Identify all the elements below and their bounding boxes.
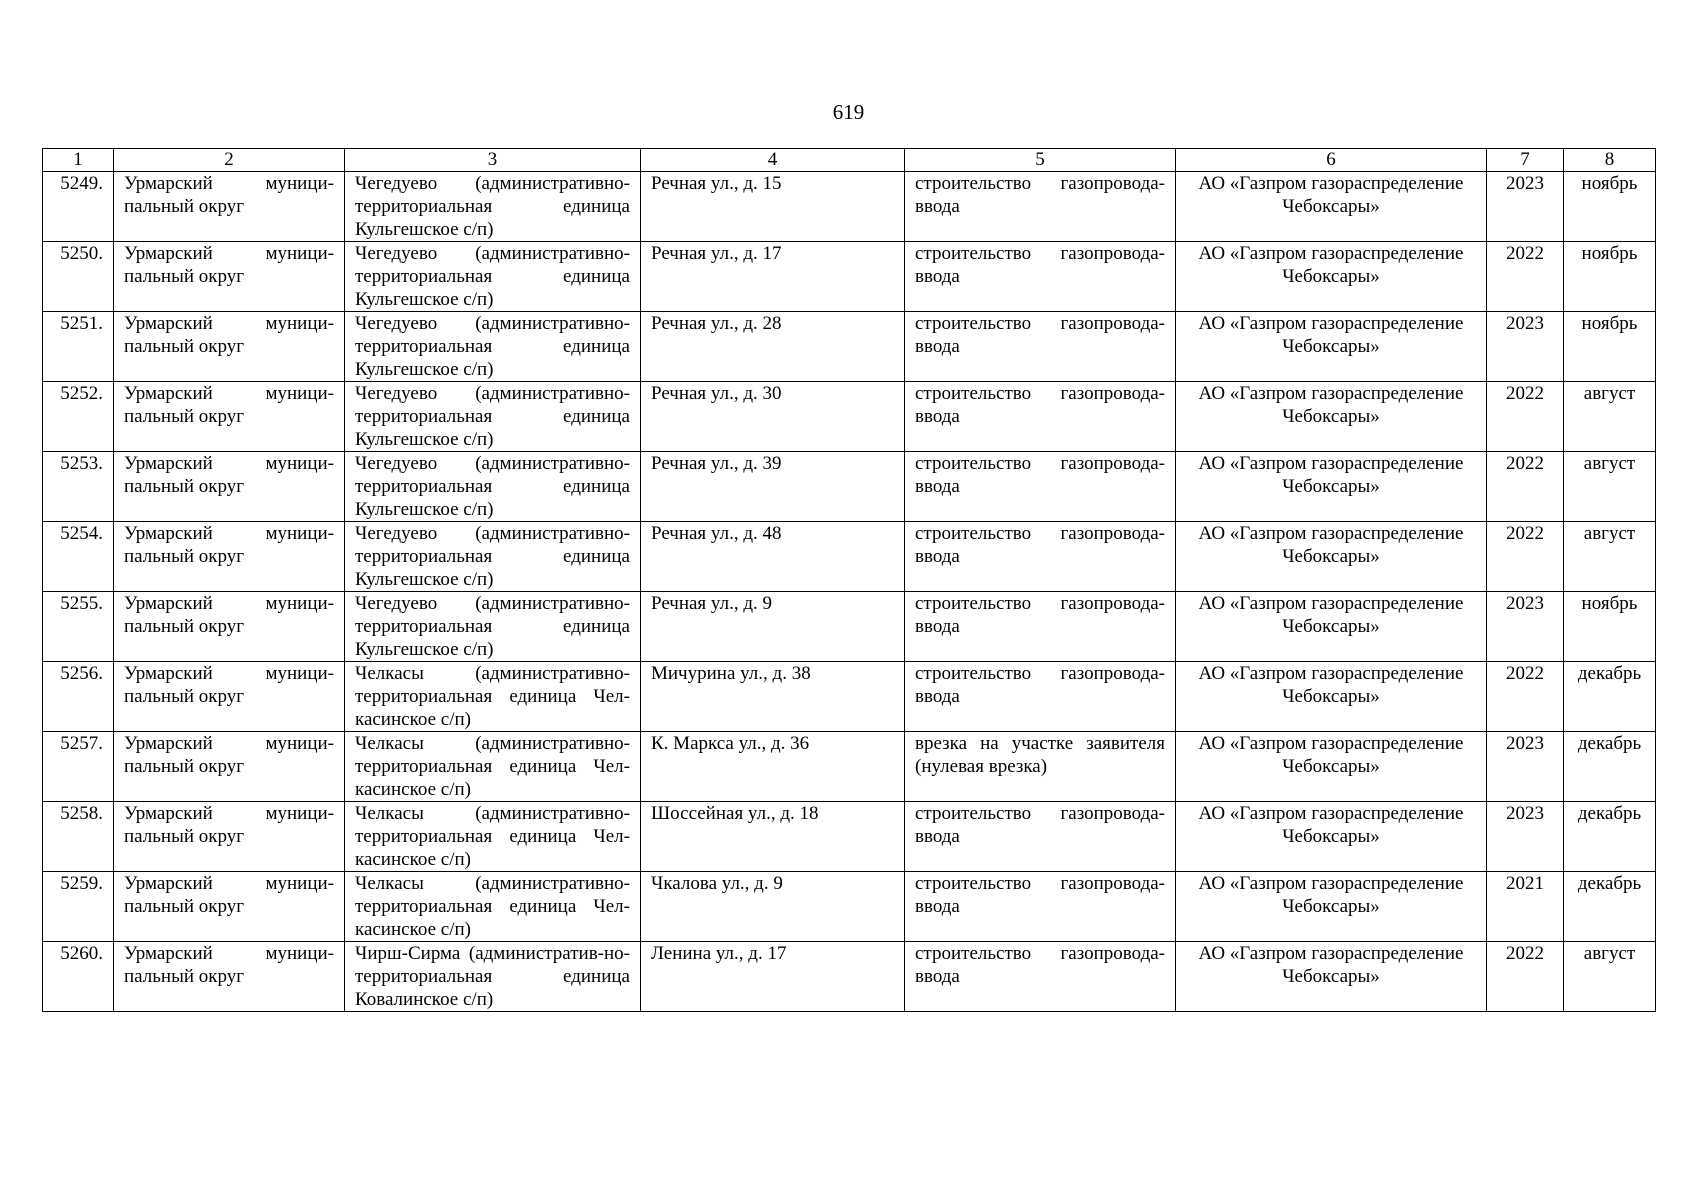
district-cell bbox=[114, 732, 345, 802]
year-text: 2023 bbox=[1506, 173, 1544, 194]
row-number: 5256. bbox=[60, 663, 103, 684]
locality-cell bbox=[345, 312, 641, 382]
month-text: август bbox=[1583, 523, 1636, 544]
work-text: строительство газопровода-ввода bbox=[915, 243, 1165, 287]
work-text: врезка на участке заявителя (нулевая врезка) bbox=[915, 733, 1165, 777]
organization-cell bbox=[1176, 242, 1487, 312]
work-cell bbox=[905, 172, 1176, 242]
work-cell bbox=[905, 382, 1176, 452]
work-text: строительство газопровода-ввода bbox=[915, 173, 1165, 217]
col-header: 6 bbox=[1176, 149, 1487, 172]
locality-text: Чирш-Сирма (административ-но-территориальная единица Ковалинское с/п) bbox=[355, 943, 630, 1010]
organization-cell bbox=[1176, 942, 1487, 1012]
locality-text: Чегедуево (административно-территориальная единица Кульгешское с/п) bbox=[355, 243, 630, 310]
row-number-cell bbox=[43, 802, 114, 872]
district-cell bbox=[114, 872, 345, 942]
col-header: 1 bbox=[43, 149, 114, 172]
row-number: 5250. bbox=[60, 243, 103, 264]
address-cell bbox=[641, 522, 905, 592]
row-number-cell bbox=[43, 452, 114, 522]
month-cell bbox=[1564, 942, 1656, 1012]
work-cell bbox=[905, 942, 1176, 1012]
month-cell bbox=[1564, 872, 1656, 942]
district-text: Урмарский муници-пальный округ bbox=[124, 803, 334, 847]
locality-text: Челкасы (административно-территориальная единица Чел-касинское с/п) bbox=[355, 803, 630, 870]
district-cell bbox=[114, 522, 345, 592]
table-row bbox=[43, 452, 1656, 522]
month-cell bbox=[1564, 662, 1656, 732]
year-cell bbox=[1487, 452, 1564, 522]
district-cell bbox=[114, 382, 345, 452]
row-number-cell bbox=[43, 172, 114, 242]
table-row bbox=[43, 802, 1656, 872]
work-cell bbox=[905, 872, 1176, 942]
organization-cell bbox=[1176, 172, 1487, 242]
month-cell bbox=[1564, 172, 1656, 242]
row-number-cell bbox=[43, 732, 114, 802]
header-row bbox=[43, 149, 1656, 172]
row-number: 5252. bbox=[60, 383, 103, 404]
month-cell bbox=[1564, 802, 1656, 872]
year-cell bbox=[1487, 662, 1564, 732]
locality-cell bbox=[345, 172, 641, 242]
year-text: 2022 bbox=[1506, 453, 1544, 474]
col-header: 7 bbox=[1487, 149, 1564, 172]
month-text: август bbox=[1583, 383, 1636, 404]
table-row bbox=[43, 592, 1656, 662]
year-cell bbox=[1487, 872, 1564, 942]
work-text: строительство газопровода-ввода bbox=[915, 803, 1165, 847]
district-text: Урмарский муници-пальный округ bbox=[124, 873, 334, 917]
row-number: 5254. bbox=[60, 523, 103, 544]
organization-text: АО «Газпром газораспределение Чебоксары» bbox=[1198, 243, 1464, 287]
locality-text: Чегедуево (административно-территориальная единица Кульгешское с/п) bbox=[355, 523, 630, 590]
organization-cell bbox=[1176, 662, 1487, 732]
month-text: декабрь bbox=[1577, 663, 1642, 684]
locality-cell bbox=[345, 802, 641, 872]
district-text: Урмарский муници-пальный округ bbox=[124, 453, 334, 497]
month-cell bbox=[1564, 382, 1656, 452]
organization-text: АО «Газпром газораспределение Чебоксары» bbox=[1198, 803, 1464, 847]
row-number: 5255. bbox=[60, 593, 103, 614]
organization-text: АО «Газпром газораспределение Чебоксары» bbox=[1198, 173, 1464, 217]
district-text: Урмарский муници-пальный округ bbox=[124, 733, 334, 777]
organization-cell bbox=[1176, 592, 1487, 662]
district-text: Урмарский муници-пальный округ bbox=[124, 173, 334, 217]
month-text: ноябрь bbox=[1581, 173, 1638, 194]
row-number: 5251. bbox=[60, 313, 103, 334]
table-row bbox=[43, 172, 1656, 242]
year-text: 2023 bbox=[1506, 803, 1544, 824]
work-cell bbox=[905, 732, 1176, 802]
address-cell bbox=[641, 662, 905, 732]
district-cell bbox=[114, 592, 345, 662]
month-cell bbox=[1564, 522, 1656, 592]
locality-cell bbox=[345, 522, 641, 592]
month-text: ноябрь bbox=[1581, 593, 1638, 614]
locality-cell bbox=[345, 452, 641, 522]
address-text: Речная ул., д. 39 bbox=[651, 453, 782, 474]
table-row bbox=[43, 732, 1656, 802]
row-number: 5253. bbox=[60, 453, 103, 474]
locality-cell bbox=[345, 242, 641, 312]
district-cell bbox=[114, 312, 345, 382]
register-table bbox=[42, 148, 1656, 1012]
address-text: Чкалова ул., д. 9 bbox=[651, 873, 783, 894]
row-number-cell bbox=[43, 592, 114, 662]
organization-text: АО «Газпром газораспределение Чебоксары» bbox=[1198, 453, 1464, 497]
district-cell bbox=[114, 942, 345, 1012]
organization-cell bbox=[1176, 872, 1487, 942]
locality-cell bbox=[345, 662, 641, 732]
work-text: строительство газопровода-ввода bbox=[915, 593, 1165, 637]
year-cell bbox=[1487, 312, 1564, 382]
locality-cell bbox=[345, 872, 641, 942]
district-text: Урмарский муници-пальный округ bbox=[124, 243, 334, 287]
row-number: 5249. bbox=[60, 173, 103, 194]
address-cell bbox=[641, 732, 905, 802]
work-text: строительство газопровода-ввода bbox=[915, 383, 1165, 427]
work-cell bbox=[905, 662, 1176, 732]
work-text: строительство газопровода-ввода bbox=[915, 453, 1165, 497]
row-number-cell bbox=[43, 662, 114, 732]
organization-cell bbox=[1176, 802, 1487, 872]
address-text: Речная ул., д. 48 bbox=[651, 523, 782, 544]
work-cell bbox=[905, 242, 1176, 312]
work-cell bbox=[905, 452, 1176, 522]
col-header: 2 bbox=[114, 149, 345, 172]
month-text: август bbox=[1583, 943, 1636, 964]
year-text: 2023 bbox=[1506, 313, 1544, 334]
district-cell bbox=[114, 452, 345, 522]
locality-cell bbox=[345, 382, 641, 452]
organization-cell bbox=[1176, 732, 1487, 802]
address-cell bbox=[641, 382, 905, 452]
locality-text: Челкасы (административно-территориальная единица Чел-касинское с/п) bbox=[355, 733, 630, 800]
address-cell bbox=[641, 592, 905, 662]
month-text: август bbox=[1583, 453, 1636, 474]
page-number: 619 bbox=[832, 100, 865, 124]
row-number-cell bbox=[43, 312, 114, 382]
address-cell bbox=[641, 942, 905, 1012]
row-number-cell bbox=[43, 242, 114, 312]
organization-cell bbox=[1176, 312, 1487, 382]
year-text: 2022 bbox=[1506, 243, 1544, 264]
work-cell bbox=[905, 592, 1176, 662]
table-row bbox=[43, 242, 1656, 312]
organization-text: АО «Газпром газораспределение Чебоксары» bbox=[1198, 663, 1464, 707]
address-text: Речная ул., д. 9 bbox=[651, 593, 772, 614]
table-row bbox=[43, 662, 1656, 732]
address-cell bbox=[641, 452, 905, 522]
work-text: строительство газопровода-ввода bbox=[915, 523, 1165, 567]
address-text: Речная ул., д. 17 bbox=[651, 243, 782, 264]
year-cell bbox=[1487, 172, 1564, 242]
address-cell bbox=[641, 872, 905, 942]
table-row bbox=[43, 312, 1656, 382]
locality-text: Чегедуево (административно-территориальная единица Кульгешское с/п) bbox=[355, 453, 630, 520]
year-cell bbox=[1487, 382, 1564, 452]
organization-text: АО «Газпром газораспределение Чебоксары» bbox=[1198, 943, 1464, 987]
organization-cell bbox=[1176, 452, 1487, 522]
locality-cell bbox=[345, 592, 641, 662]
work-text: строительство газопровода-ввода bbox=[915, 663, 1165, 707]
district-cell bbox=[114, 172, 345, 242]
locality-cell bbox=[345, 732, 641, 802]
work-cell bbox=[905, 802, 1176, 872]
year-cell bbox=[1487, 802, 1564, 872]
organization-cell bbox=[1176, 382, 1487, 452]
organization-cell bbox=[1176, 522, 1487, 592]
year-cell bbox=[1487, 592, 1564, 662]
locality-text: Челкасы (административно-территориальная единица Чел-касинское с/п) bbox=[355, 873, 630, 940]
locality-cell bbox=[345, 942, 641, 1012]
year-text: 2023 bbox=[1506, 593, 1544, 614]
address-cell bbox=[641, 242, 905, 312]
row-number-cell bbox=[43, 872, 114, 942]
table-row bbox=[43, 942, 1656, 1012]
district-text: Урмарский муници-пальный округ bbox=[124, 523, 334, 567]
organization-text: АО «Газпром газораспределение Чебоксары» bbox=[1198, 313, 1464, 357]
district-cell bbox=[114, 802, 345, 872]
row-number: 5259. bbox=[60, 873, 103, 894]
year-text: 2022 bbox=[1506, 943, 1544, 964]
work-text: строительство газопровода-ввода bbox=[915, 873, 1165, 917]
work-text: строительство газопровода-ввода bbox=[915, 313, 1165, 357]
district-cell bbox=[114, 662, 345, 732]
address-text: Ленина ул., д. 17 bbox=[651, 943, 787, 964]
year-text: 2022 bbox=[1506, 383, 1544, 404]
year-text: 2021 bbox=[1506, 873, 1544, 894]
col-header: 4 bbox=[641, 149, 905, 172]
work-cell bbox=[905, 522, 1176, 592]
address-cell bbox=[641, 312, 905, 382]
address-text: Шоссейная ул., д. 18 bbox=[651, 803, 819, 824]
year-cell bbox=[1487, 242, 1564, 312]
month-cell bbox=[1564, 452, 1656, 522]
month-cell bbox=[1564, 312, 1656, 382]
year-cell bbox=[1487, 522, 1564, 592]
col-header: 3 bbox=[345, 149, 641, 172]
organization-text: АО «Газпром газораспределение Чебоксары» bbox=[1198, 523, 1464, 567]
address-text: Мичурина ул., д. 38 bbox=[651, 663, 811, 684]
month-text: декабрь bbox=[1577, 803, 1642, 824]
col-header: 5 bbox=[905, 149, 1176, 172]
month-cell bbox=[1564, 242, 1656, 312]
year-text: 2022 bbox=[1506, 523, 1544, 544]
month-cell bbox=[1564, 592, 1656, 662]
organization-text: АО «Газпром газораспределение Чебоксары» bbox=[1198, 873, 1464, 917]
row-number: 5257. bbox=[60, 733, 103, 754]
locality-text: Чегедуево (административно-территориальная единица Кульгешское с/п) bbox=[355, 313, 630, 380]
address-text: Речная ул., д. 15 bbox=[651, 173, 782, 194]
organization-text: АО «Газпром газораспределение Чебоксары» bbox=[1198, 733, 1464, 777]
address-text: Речная ул., д. 28 bbox=[651, 313, 782, 334]
month-text: декабрь bbox=[1577, 873, 1642, 894]
district-text: Урмарский муници-пальный округ bbox=[124, 943, 334, 987]
district-cell bbox=[114, 242, 345, 312]
row-number-cell bbox=[43, 382, 114, 452]
month-text: ноябрь bbox=[1581, 313, 1638, 334]
locality-text: Чегедуево (административно-территориальная единица Кульгешское с/п) bbox=[355, 383, 630, 450]
year-cell bbox=[1487, 732, 1564, 802]
district-text: Урмарский муници-пальный округ bbox=[124, 593, 334, 637]
year-text: 2022 bbox=[1506, 663, 1544, 684]
row-number: 5260. bbox=[60, 943, 103, 964]
month-cell bbox=[1564, 732, 1656, 802]
address-text: Речная ул., д. 30 bbox=[651, 383, 782, 404]
table-row bbox=[43, 872, 1656, 942]
organization-text: АО «Газпром газораспределение Чебоксары» bbox=[1198, 383, 1464, 427]
table-row bbox=[43, 382, 1656, 452]
locality-text: Чегедуево (административно-территориальная единица Кульгешское с/п) bbox=[355, 173, 630, 240]
locality-text: Челкасы (административно-территориальная единица Чел-касинское с/п) bbox=[355, 663, 630, 730]
col-header: 8 bbox=[1564, 149, 1656, 172]
month-text: ноябрь bbox=[1581, 243, 1638, 264]
row-number-cell bbox=[43, 942, 114, 1012]
year-cell bbox=[1487, 942, 1564, 1012]
work-text: строительство газопровода-ввода bbox=[915, 943, 1165, 987]
address-cell bbox=[641, 802, 905, 872]
row-number-cell bbox=[43, 522, 114, 592]
organization-text: АО «Газпром газораспределение Чебоксары» bbox=[1198, 593, 1464, 637]
work-cell bbox=[905, 312, 1176, 382]
month-text: декабрь bbox=[1577, 733, 1642, 754]
address-text: К. Маркса ул., д. 36 bbox=[651, 733, 810, 754]
district-text: Урмарский муници-пальный округ bbox=[124, 383, 334, 427]
address-cell bbox=[641, 172, 905, 242]
district-text: Урмарский муници-пальный округ bbox=[124, 313, 334, 357]
row-number: 5258. bbox=[60, 803, 103, 824]
locality-text: Чегедуево (административно-территориальная единица Кульгешское с/п) bbox=[355, 593, 630, 660]
table-row bbox=[43, 522, 1656, 592]
year-text: 2023 bbox=[1506, 733, 1544, 754]
district-text: Урмарский муници-пальный округ bbox=[124, 663, 334, 707]
